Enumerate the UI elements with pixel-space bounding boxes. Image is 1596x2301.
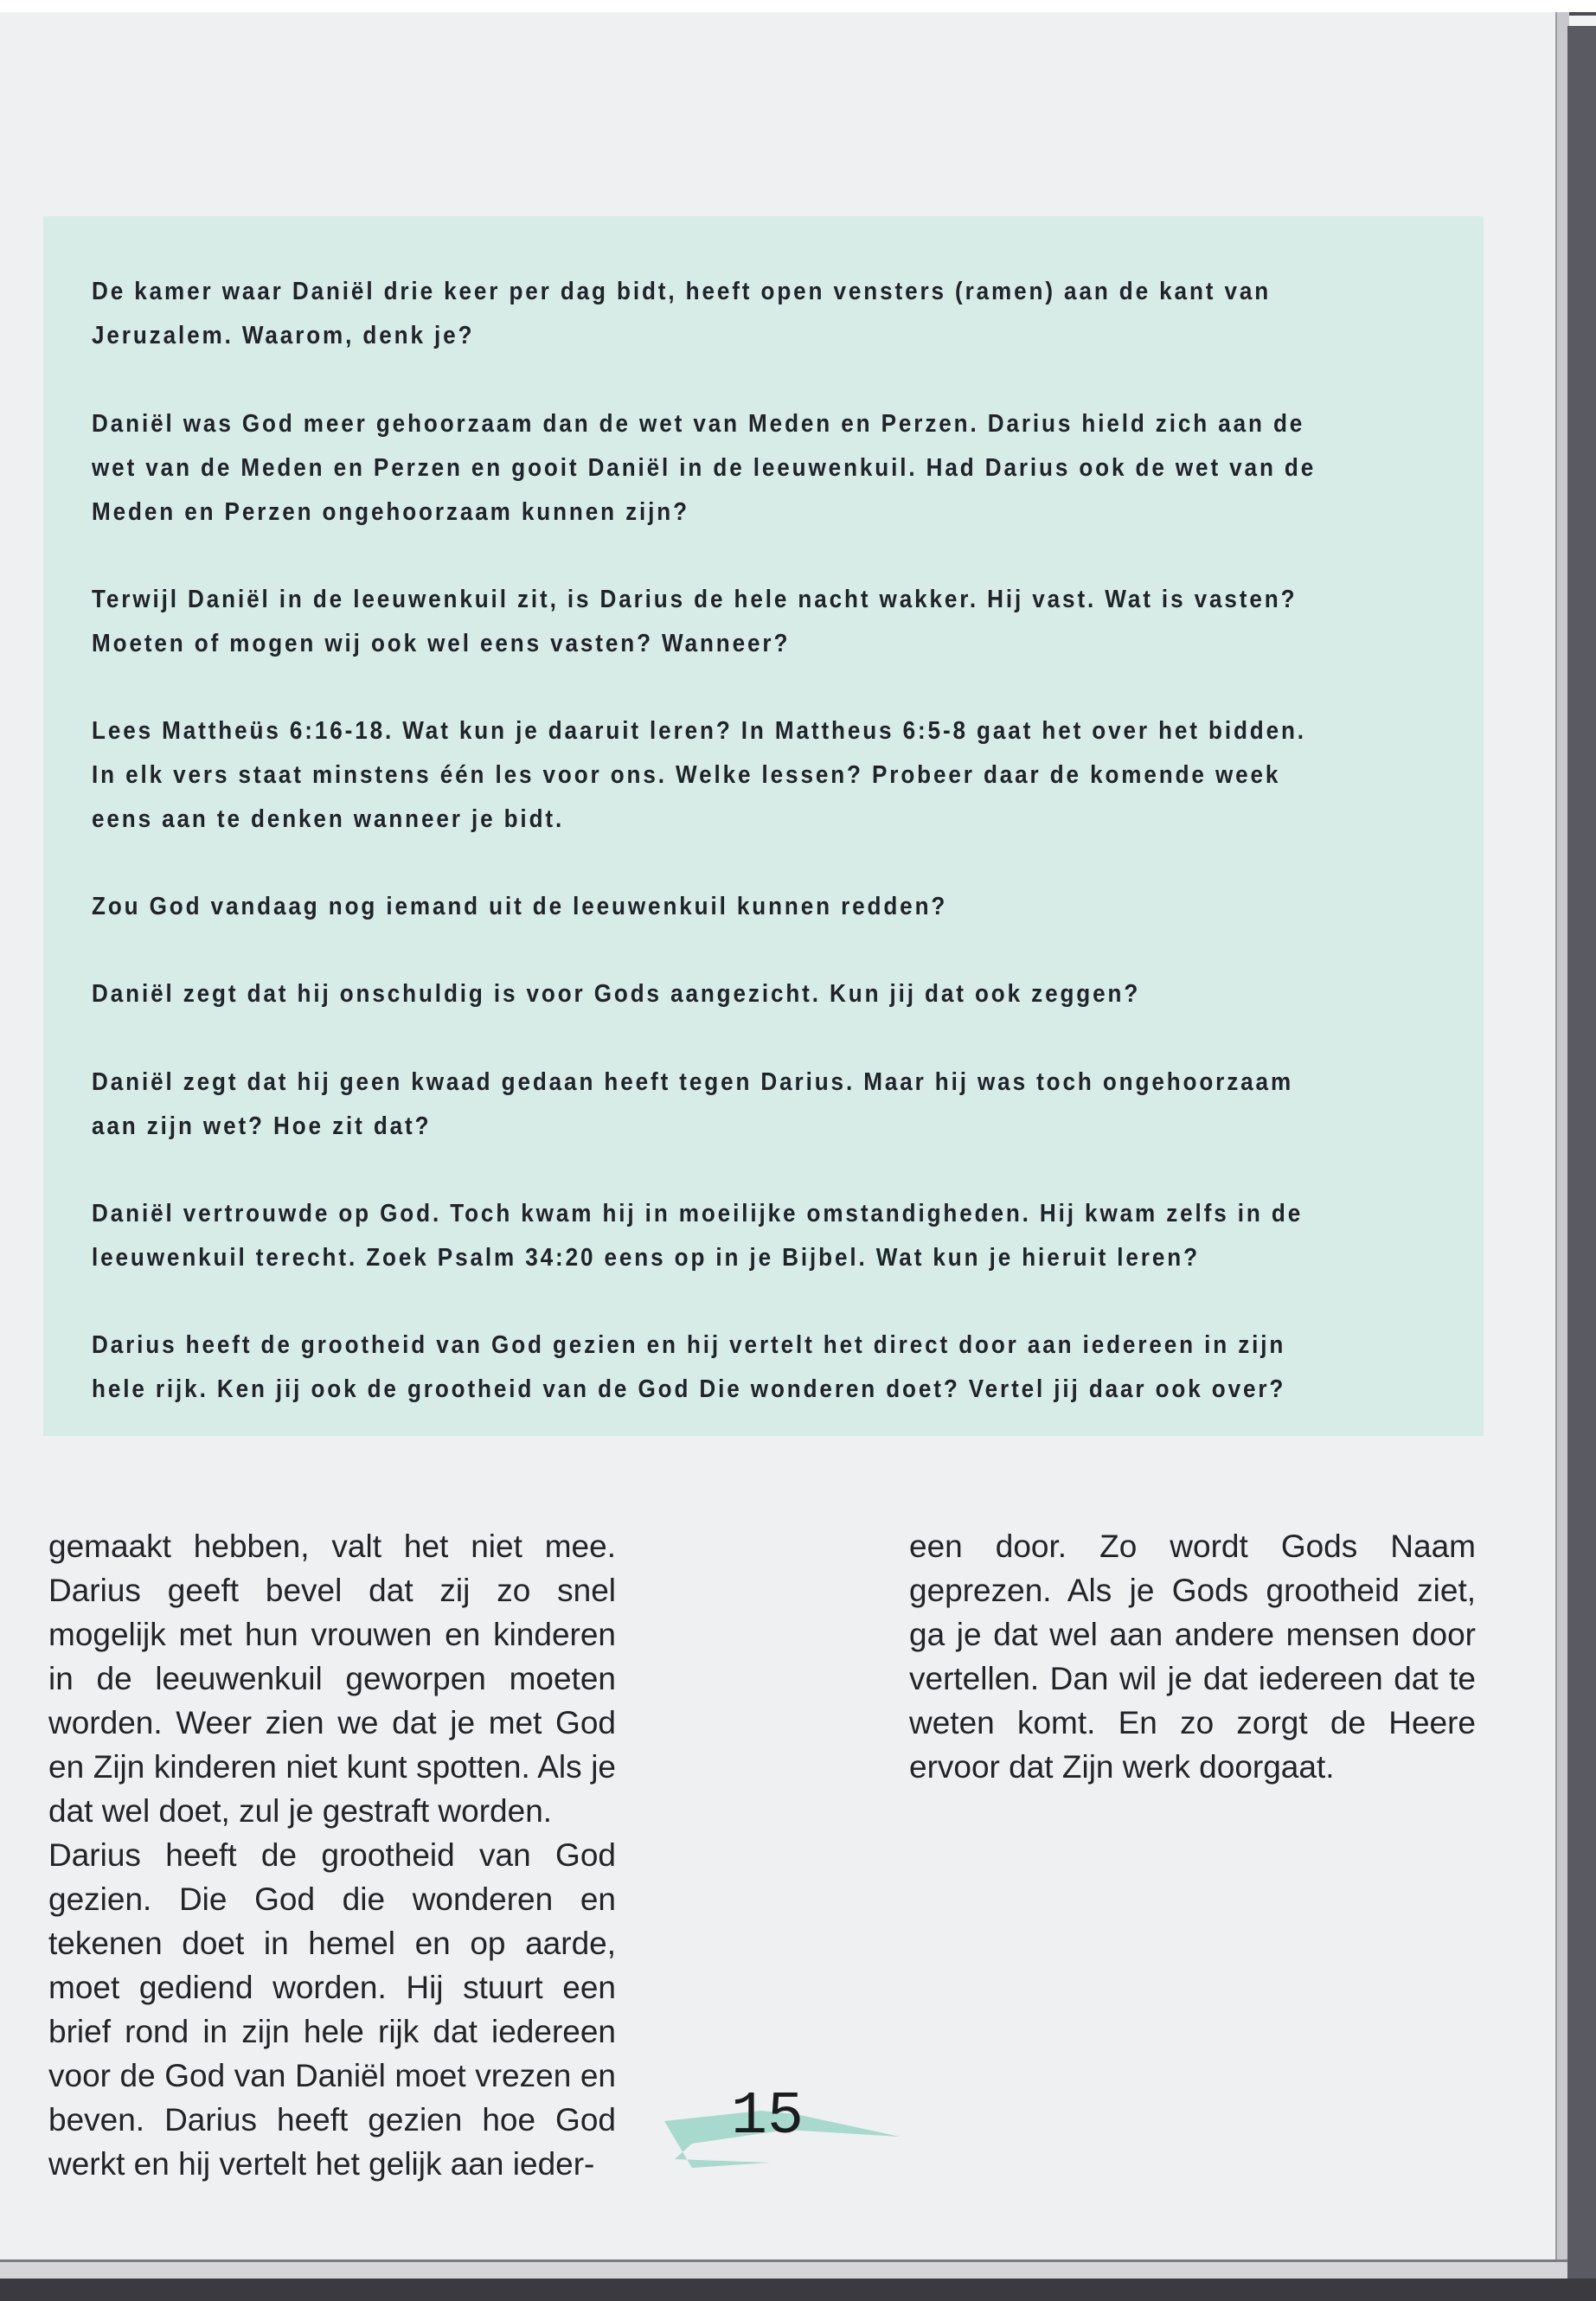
page-number: 15 — [731, 2083, 804, 2151]
question-7: Daniël zegt dat hij geen kwaad gedaan heeft tegen Darius. Maar hij was toch ongehoorzaam aan zijn wet? Hoe zit dat? — [92, 1068, 1294, 1140]
question-4: Lees Mattheüs 6:16-18. Wat kun je daaruit leren? In Mattheus 6:5-8 gaat het over het bidden. In elk vers staat minstens één les voor ons. Welke lessen? Probeer daar de komende week eens aan te denken wanneer je bidt. — [92, 717, 1306, 833]
body-text-right-column: een door. Zo wordt Gods Naam geprezen. Als je Gods grootheid ziet, ga je dat wel aan andere mensen door vertellen. Dan wil je dat iedereen dat te weten komt. En zo zorgt de Heere ervoor dat Zijn werk doorgaat. — [909, 1529, 1476, 1785]
binding-shadow — [1567, 26, 1596, 2301]
question-1: De kamer waar Daniël drie keer per dag bidt, heeft open vensters (ramen) aan de kant van Jeruzalem. Waarom, denk je? — [92, 278, 1272, 349]
question-8: Daniël vertrouwde op God. Toch kwam hij in moeilijke omstandigheden. Hij kwam zelfs in de leeuwenkuil terecht. Zoek Psalm 34:20 eens op in je Bijbel. Wat kun je hieruit leren? — [92, 1200, 1304, 1272]
body-text-left-column: gemaakt hebben, valt het niet mee. Darius geeft bevel dat zij zo snel mogelijk met hun vrouwen en kinderen in de leeuwenkuil geworpen moeten worden. Weer zien we dat je met God en Zijn kinderen niet kunt spotten. Als je dat wel doet, zul je gestraft worden. Darius heeft de grootheid van God gezien. Die God die wonderen en tekenen doet in hemel en op aarde, moet gediend worden. Hij stuurt een brief rond in zijn hele rijk dat iedereen voor de God van Daniël moet vrezen en beven. Darius heeft gezien hoe God werkt en hij vertelt het gelijk aan ieder- — [48, 1529, 616, 2182]
question-2: Daniël was God meer gehoorzaam dan de wet van Meden en Perzen. Darius hield zich aan de wet van de Meden en Perzen en gooit Daniël in de leeuwenkuil. Had Darius ook de wet van de Meden en Perzen ongehoorzaam kunnen zijn? — [92, 410, 1317, 526]
page-bottom-shadow — [0, 2279, 1596, 2301]
question-6: Daniël zegt dat hij onschuldig is voor Gods aangezicht. Kun jij dat ook zeggen? — [92, 980, 1141, 1008]
question-9: Darius heeft de grootheid van God gezien en hij vertelt het direct door aan iedereen in zijn hele rijk. Ken jij ook de grootheid van de God Die wonderen doet? Vertel jij daar ook over? — [92, 1331, 1286, 1403]
question-5: Zou God vandaag nog iemand uit de leeuwenkuil kunnen redden? — [92, 893, 948, 920]
question-3: Terwijl Daniël in de leeuwenkuil zit, is Darius de hele nacht wakker. Hij vast. Wat is vasten? Moeten of mogen wij ook wel eens vasten? Wanneer? — [92, 586, 1298, 657]
